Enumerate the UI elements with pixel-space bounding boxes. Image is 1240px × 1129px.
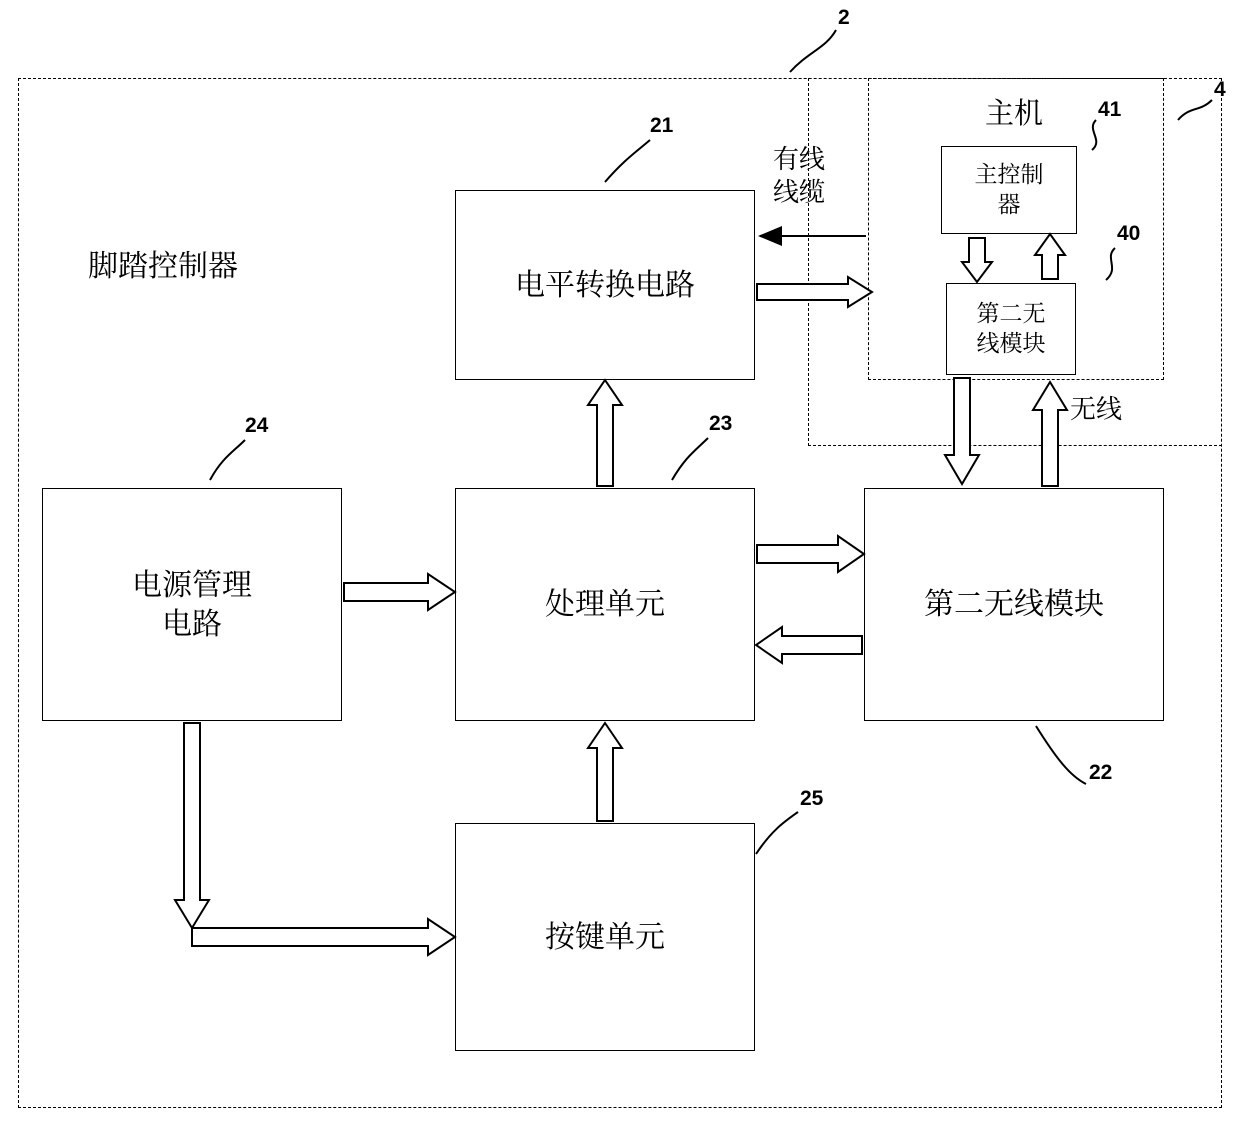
ref-23: 23 [709,412,733,435]
ref-25: 25 [800,787,824,810]
level-shift-block[interactable] [455,190,755,380]
processing-unit-label: 处理单元 [545,588,665,621]
processing-unit-block[interactable] [455,488,755,721]
wireless-label: 无线 [1070,394,1123,424]
ref-21: 21 [650,114,674,137]
ref-24: 24 [245,414,269,437]
main-controller-block[interactable] [941,146,1077,234]
host-wireless-module-block[interactable] [946,283,1076,375]
leader-2 [790,30,836,72]
host-wireless-module-label: 第二无 线模块 [976,300,1046,356]
key-unit-block[interactable] [455,823,755,1051]
wired-cable-label: 有线 线缆 [773,144,826,207]
wireless-module-block[interactable] [864,488,1164,721]
wireless-module-label: 第二无线模块 [924,588,1104,621]
power-management-label: 电源管理 电路 [132,568,252,641]
level-shift-label: 电平转换电路 [515,268,695,302]
power-management-block[interactable] [42,488,342,721]
ref-4: 4 [1214,78,1226,101]
main-controller-label: 主控制 器 [974,161,1044,217]
host-label: 主机 [985,98,1044,130]
ref-22: 22 [1089,761,1113,784]
foot-controller-label: 脚踏控制器 [88,250,238,283]
ref-41: 41 [1098,98,1122,121]
ref-40: 40 [1117,222,1141,245]
ref-2: 2 [838,6,850,29]
key-unit-label: 按键单元 [545,920,665,954]
